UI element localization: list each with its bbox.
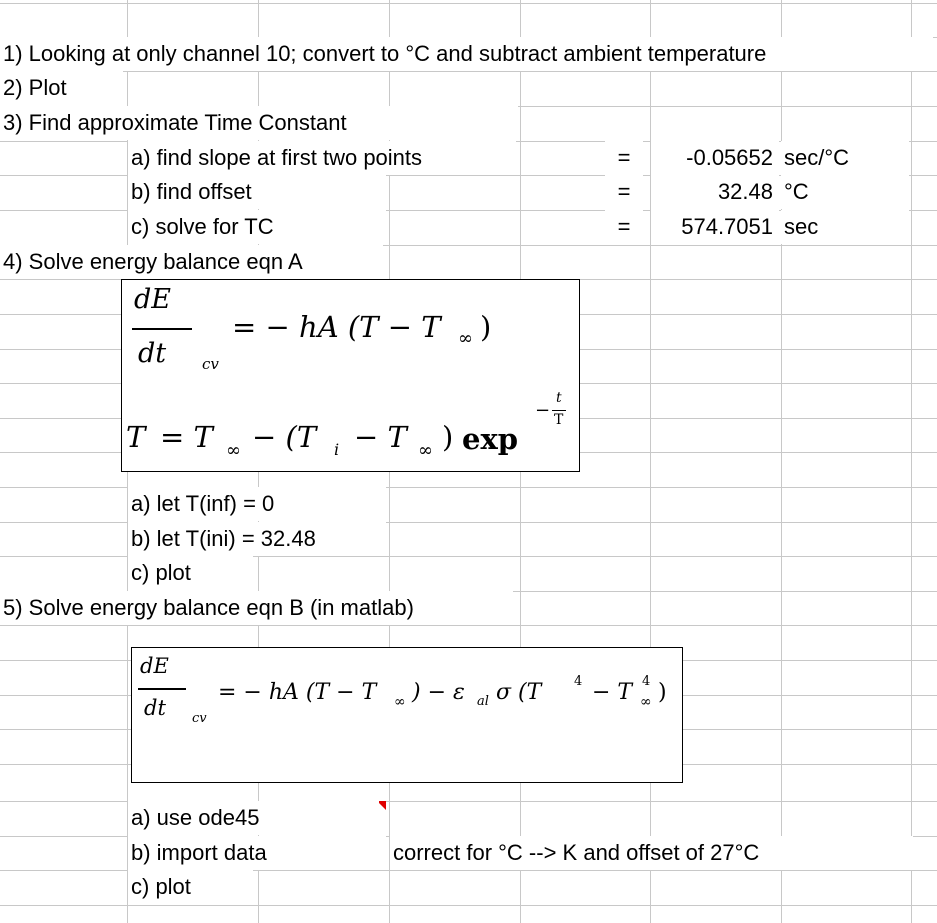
eqb-inf2: ∞ <box>640 694 652 710</box>
cell-step3a-label[interactable]: a) find slope at first two points <box>128 141 516 175</box>
eqa-inf: ∞ <box>458 328 473 349</box>
cell-step3c-value[interactable]: 574.7051 <box>651 210 779 244</box>
grid-row-line <box>0 71 937 72</box>
eqa-exp-t: t <box>556 390 562 406</box>
eqb-rhs: = − hA (T − T <box>218 680 377 705</box>
grid-row-line <box>0 905 937 906</box>
eqa-dE: dE <box>134 284 171 315</box>
equation-b-object[interactable] <box>131 647 683 783</box>
eqa-line2-minus: − (T <box>252 420 317 454</box>
eqb-dt: dt <box>144 696 166 720</box>
grid-column-line <box>911 0 912 923</box>
eqa-rhs: = − hA (T − T <box>232 310 441 344</box>
cell-step4b[interactable]: b) let T(ini) = 32.48 <box>128 522 386 556</box>
cell-step3b-eq[interactable]: = <box>605 175 643 209</box>
eqb-close: ) <box>658 680 667 705</box>
cell-step4[interactable]: 4) Solve energy balance eqn A <box>0 245 383 279</box>
cell-step2[interactable]: 2) Plot <box>0 71 123 105</box>
cell-step5a[interactable]: a) use ode45 <box>128 801 379 835</box>
eqb-four1: 4 <box>574 674 583 689</box>
grid-column-line <box>650 0 651 923</box>
eqb-sigma: σ (T <box>496 680 542 705</box>
eqa-line2-T: T <box>126 420 146 454</box>
cell-step3a-value[interactable]: -0.05652 <box>651 141 779 175</box>
eqb-al: al <box>477 694 489 709</box>
eqa-line2-eq: = T <box>160 420 213 454</box>
eqa-line2-minus2: − T <box>354 420 407 454</box>
cell-step5b-note[interactable]: correct for °C --> K and offset of 27°C <box>390 836 913 870</box>
eqa-exp: exp <box>462 422 519 456</box>
cell-step3b-unit[interactable]: °C <box>781 175 909 209</box>
eqa-exp-bar <box>552 410 566 411</box>
eqa-exp-sign: − <box>535 400 551 421</box>
eqa-line2-i: i <box>334 440 340 459</box>
grid-row-line <box>0 625 937 626</box>
cell-step3[interactable]: 3) Find approximate Time Constant <box>0 106 518 140</box>
eqa-line2-inf1: ∞ <box>226 440 241 461</box>
eqb-mid: ) − ε <box>412 680 465 705</box>
cell-step3b-label[interactable]: b) find offset <box>128 175 386 209</box>
cell-step3b-value[interactable]: 32.48 <box>651 175 779 209</box>
eqb-cv: cv <box>192 711 207 726</box>
cell-step5[interactable]: 5) Solve energy balance eqn B (in matlab) <box>0 591 513 625</box>
eqa-dt: dt <box>138 338 167 369</box>
cell-step3a-eq[interactable]: = <box>605 141 643 175</box>
eqa-cv: cv <box>202 355 219 373</box>
eqb-inf1: ∞ <box>394 694 406 710</box>
grid-row-line <box>0 3 937 4</box>
cell-step3c-unit[interactable]: sec <box>781 210 909 244</box>
cell-step3c-eq[interactable]: = <box>605 210 643 244</box>
cell-step5b[interactable]: b) import data <box>128 836 386 870</box>
eqa-line2-inf2: ∞ <box>418 440 433 461</box>
eqb-four2: 4 <box>642 674 651 689</box>
equation-a-object[interactable] <box>121 279 580 472</box>
eqa-line2-close: ) <box>442 420 454 454</box>
eqb-fraction-bar <box>138 688 186 690</box>
eqa-fraction-bar <box>132 328 192 330</box>
cell-step4c[interactable]: c) plot <box>128 556 253 590</box>
cell-step1[interactable]: 1) Looking at only channel 10; convert to °C and subtract ambient temperature <box>0 37 933 71</box>
eqa-close: ) <box>480 310 492 344</box>
cell-step5c[interactable]: c) plot <box>128 870 253 904</box>
cell-step4a[interactable]: a) let T(inf) = 0 <box>128 487 386 521</box>
grid-column-line <box>781 0 782 923</box>
cell-step3c-label[interactable]: c) solve for TC <box>128 210 386 244</box>
eqb-dE: dE <box>140 654 169 678</box>
eqa-exp-tau: T <box>554 412 564 428</box>
cell-step3a-unit[interactable]: sec/°C <box>781 141 909 175</box>
eqb-minus: − T <box>592 680 633 705</box>
